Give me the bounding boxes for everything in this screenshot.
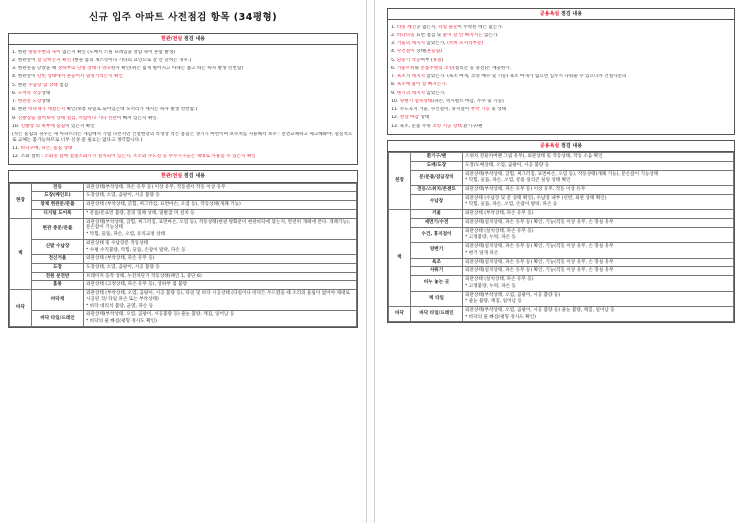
table-row <box>389 243 734 258</box>
item-highlight: 휴실 <box>432 57 442 63</box>
item-cell: 양변기 <box>411 243 463 258</box>
entrance-checklist <box>9 45 357 164</box>
item-text: 곳 없는지, <box>416 24 439 30</box>
item-text: 9. <box>391 90 397 96</box>
description-cell <box>84 218 357 239</box>
item-text: 이 있는지 확인 <box>65 123 95 129</box>
item-highlight: 바닥재가 깨졌는지 <box>28 107 66 113</box>
item-highlight: 신발장을 열어보아 상태 점검, 서랍이나 기타 선반 <box>17 115 117 121</box>
heading-area: 현관/전실 <box>161 173 183 180</box>
item-text: 8. <box>391 82 397 88</box>
item-text: 11. 수도꼭지 거울, 수건걸이, 휴지걸이 <box>391 107 471 113</box>
description-cell <box>463 227 734 242</box>
page-gap <box>366 0 375 523</box>
description-cell <box>463 194 734 209</box>
table-row <box>10 290 357 311</box>
item-text: 와 <box>414 65 421 71</box>
item-cell: 세면기/수전 <box>411 218 463 227</box>
item-cell: 샤워기 <box>411 267 463 276</box>
item-text: 1. 현관 <box>12 49 29 55</box>
description-note: * 탁힘, 들뜸, 파손, 오염, 손잡이 탈락, 파손 등 <box>465 202 558 208</box>
item-highlight: (특히 모서리부분) <box>447 41 484 47</box>
checklist-item <box>12 132 354 143</box>
item-text: (파손, 벽시멘트 마감, 누수 및 기능) <box>432 98 504 104</box>
item-cell: 문/문틀/잠금장치 <box>411 170 463 185</box>
description-cell <box>84 201 357 210</box>
item-highlight: 수납장 함 상태 <box>28 82 58 88</box>
item-cell: 전원 분전반 <box>32 272 84 281</box>
table-row <box>389 227 734 242</box>
item-highlight: 잘 닫히는지 확인 <box>37 57 72 63</box>
item-text: 6. <box>391 65 397 71</box>
category-cell: 천장 <box>389 153 411 210</box>
table-row <box>389 210 734 219</box>
item-highlight: 변기의 깨지지 <box>396 90 425 96</box>
checklist-item <box>12 107 354 113</box>
item-text: 가 <box>405 74 412 80</box>
checklist-item <box>12 116 354 122</box>
item-text: 13. 욕조, 문틀 주위 <box>391 123 433 129</box>
bathroom-table-heading <box>388 141 734 152</box>
description-note: * 변기 덮개 파손 <box>465 250 499 256</box>
description-text: 외관상태 (부착상태, 파손 유무 등) <box>465 211 534 217</box>
heading-suffix: 점검 내용 <box>183 35 205 42</box>
item-text: 않는가. <box>482 32 499 38</box>
item-text: 3. <box>391 41 397 47</box>
bathroom-checklist <box>388 20 734 134</box>
entrance-checklist-box <box>8 33 358 166</box>
checklist-item <box>12 50 354 56</box>
description-text: 외관상태(부착상태, 파손 유무 등) 이상 유무, 작동 이상 유무 <box>465 186 586 192</box>
table-row <box>10 192 357 201</box>
item-text: 4. <box>391 49 397 55</box>
checklist-item <box>391 49 731 55</box>
description-text: 외관상태 (설치상태, 파손 유무 등) <box>465 277 534 283</box>
table-row <box>389 161 734 170</box>
bathroom-inspection-table <box>388 152 734 322</box>
item-highlight: 수건걸이 <box>396 49 415 55</box>
description-text: 도장/도배상태, 오염, 곰팡이, 시공 불량 등 <box>465 162 550 168</box>
description-note: * 탁힘, 들뜸, 파손, 오염, 유리교정 상태 <box>86 232 166 238</box>
description-cell <box>84 311 357 326</box>
checklist-item <box>391 124 731 130</box>
item-highlight: 물이 잘 안 빠지지는 <box>442 32 483 38</box>
description-cell <box>84 272 357 281</box>
item-cell: 욕조 <box>411 258 463 267</box>
entrance-table-heading <box>9 171 357 182</box>
item-cell: 비누 놓는 곳 <box>411 276 463 291</box>
description-cell <box>463 276 734 291</box>
description-cell <box>84 281 357 290</box>
item-highlight: 소화전 함에 점멸소화기가 설치되어 있는지, 조소와 수도전 등 무수기구들은 제대로 사용할 수 있는지 확인 <box>44 154 256 160</box>
description-text: 외관상태 (부착상태, 파손 유무 등) <box>86 256 155 262</box>
item-cell: 전신거울 <box>32 255 84 264</box>
category-cell: 바닥 <box>389 307 411 322</box>
item-highlight: 현관문 도장 <box>17 99 42 105</box>
item-highlight: 천장 마감 <box>399 115 419 121</box>
item-highlight: 방풍주변의 녹이 <box>28 49 61 55</box>
item-highlight: 흔들림 <box>426 49 441 55</box>
table-row <box>10 239 357 254</box>
item-text: 6. <box>12 90 18 96</box>
item-text: 10. <box>12 123 21 129</box>
table-row <box>10 201 357 210</box>
description-text: 외관상태(설치상태, 파손 유무 등) 확인, 기능(작동 이상 유무, 손 망실 유무 <box>465 268 614 274</box>
checklist-item <box>391 74 731 80</box>
item-text: 상태 <box>419 115 430 121</box>
item-text: (현관 틀의 개스킷이나 기타의 요인으로 잘 안 닫히는 경우.) <box>71 57 192 63</box>
item-highlight: 도어록 작동 <box>17 90 42 96</box>
item-text: 여부 ( <box>420 57 433 63</box>
item-text: 상태 <box>41 90 51 96</box>
item-highlight: 환풍기 작동 <box>396 57 421 63</box>
item-cell: 도배/도장 <box>411 161 463 170</box>
description-note: * 바닥 대리석 불량, 균열, 파손 등 <box>86 303 154 309</box>
description-text: 외관상태 (부착상태, 오염, 곰팡이, 시공 불량 등), 타일 및 바닥 시공상태 (타일이나 바닥은 두드렸을 때 소리의 울림이 없어야 제대로 시공된 것/ 타일 파손 또는 부착상태) <box>86 291 350 302</box>
description-cell <box>84 183 357 192</box>
table-row <box>10 183 357 192</box>
item-text: 이 빠져 있는지 확인. <box>116 115 159 121</box>
description-cell <box>84 255 357 264</box>
checklist-item <box>391 107 731 113</box>
table-row <box>389 194 734 209</box>
item-cell: 바닥 타일/드레인 <box>32 311 84 326</box>
item-text: 한지 확인(위는 넓게 벌어지고 아래는 좁고 하는 하자 발생 빈번함) <box>110 66 244 72</box>
description-cell <box>463 210 734 219</box>
item-cell: 바닥재 <box>32 290 84 311</box>
table-row <box>10 255 357 264</box>
checklist-item <box>12 74 354 80</box>
item-highlight: 상하부의 단열 상태가 양호 <box>57 66 111 72</box>
description-cell <box>84 264 357 273</box>
item-cell: 전등 <box>32 183 84 192</box>
description-note: * 고정불량, 누락, 파손 등 <box>465 283 516 289</box>
item-text: 3. 현관문을 닫았을 때 <box>12 66 58 72</box>
category-cell: 바닥 <box>10 290 32 327</box>
item-text: 12. 소화 설비 : <box>12 154 45 160</box>
item-cell: 전등/스위치/콘센트 <box>411 185 463 194</box>
description-text: 외관상태(설치상태, 파손 유무 등) 확인, 기능(작동 이상 유무, 손 망실 유무 <box>465 219 614 225</box>
checklist-item <box>391 99 731 105</box>
category-cell: 벽 <box>389 210 411 307</box>
item-text: 4. 현관문이 <box>12 74 38 80</box>
description-text: 외관상태 (설치상태, 파손 유무 등) <box>465 228 534 234</box>
description-cell <box>463 218 734 227</box>
bathroom-checklist-heading <box>388 9 734 20</box>
item-text: 않았는가. (욕조 마개, 코킹 배수 및 기능) 욕조 마개가 없으면 입주시 나눠줄 수 있으니까 건설사문의 <box>424 74 627 80</box>
table-row <box>389 291 734 306</box>
table-row <box>389 258 734 267</box>
table-row <box>10 218 357 239</box>
item-highlight: 문틀주변의 코킹 <box>420 65 454 71</box>
category-cell: 현장 <box>10 183 32 218</box>
item-cell: 도장(페인트) <box>32 192 84 201</box>
description-text: 외관상태(부착상태, 긁힘, 찌그러짐, 표면마손, 오염 등), 작동상태(개폐 기능), 문손잡이 기능상태 <box>465 171 659 177</box>
item-cell: 벽 타일 <box>411 291 463 306</box>
description-text: 도장상태, 오염, 곰팡이, 시공 불량 등 <box>86 193 160 199</box>
checklist-item <box>391 66 731 72</box>
description-cell <box>463 170 734 185</box>
checklist-item <box>391 33 731 39</box>
item-cell: 바닥 타일/드레인 <box>411 307 463 322</box>
table-row <box>389 153 734 162</box>
item-text: 및 상태 <box>489 107 507 113</box>
checklist-item <box>12 91 354 97</box>
description-text: 외관상태(부착상태, 오염, 곰팡이, 시공불량 등) 줄눈 불량, 깨짐, 일어남 등 <box>86 312 235 318</box>
checklist-item <box>391 82 731 88</box>
item-cell: 현관 중문/문틀 <box>32 218 84 239</box>
item-text: 표면 점검 및 <box>414 32 443 38</box>
description-text: 외관상태 (고정상태, 파손 유무 등), 상하부 접 불량 <box>86 282 188 288</box>
item-text: 2. <box>391 32 397 38</box>
description-cell <box>463 243 734 258</box>
table-row <box>389 218 734 227</box>
item-text: 7. <box>391 74 397 80</box>
item-text: 않았는가. <box>424 90 446 96</box>
description-cell <box>463 153 734 162</box>
description-cell <box>84 290 357 311</box>
bathroom-checklist-box <box>387 8 735 135</box>
description-cell <box>463 185 734 194</box>
checklist-item <box>12 83 354 89</box>
item-text: 1. <box>391 24 397 30</box>
item-text: 상태 <box>41 99 51 105</box>
table-row <box>389 307 734 322</box>
item-cell: 신발 수납장 <box>32 239 84 254</box>
checklist-item <box>12 99 354 105</box>
table-row <box>10 209 357 218</box>
heading-area: 공용욕실 <box>539 11 560 17</box>
item-text: 않았는가, <box>424 41 448 47</box>
checklist-item <box>391 58 731 64</box>
heading-area: 공용욕실 <box>539 142 560 149</box>
table-row <box>10 311 357 326</box>
checklist-item <box>12 66 354 72</box>
description-text: 브레이커 동작 상태, 누전차단기 작동상태(패인 1, 중단 6) <box>86 273 202 279</box>
item-highlight: 바닥타일 <box>396 32 415 38</box>
item-cell: 수건, 휴지걸이 <box>411 227 463 242</box>
description-cell <box>84 239 357 254</box>
description-text: 외관상태(설치상태, 파손 유무 등) 확인, 기능(작동 이상 유무, 손 망실 유무 <box>465 244 614 250</box>
checklist-item <box>391 41 731 47</box>
entrance-checklist-heading <box>9 34 357 45</box>
description-cell <box>84 192 357 201</box>
table-row <box>10 264 357 273</box>
table-row <box>389 170 734 185</box>
description-cell <box>84 209 357 218</box>
description-text: 외관상태(부착상태, 파손 유무 등) 이상 유무, 작동센서 작동 이상 유무 <box>86 184 226 190</box>
item-text: 10. <box>391 98 400 104</box>
item-text: ) <box>441 57 444 63</box>
item-highlight: 타일 줄눈 <box>438 24 458 30</box>
heading-suffix: 점검 내용 <box>183 173 205 180</box>
description-cell <box>463 161 734 170</box>
item-text: 8. 현관 <box>12 107 29 113</box>
checklist-item <box>12 154 354 160</box>
item-text: 없는지 확인 (도배시 스틸 프레임을 결함 녹이 흔함 발생) <box>60 49 176 55</box>
right-page <box>375 0 743 523</box>
description-text: 외관상태 및 수납장문 작동상태 <box>86 240 149 246</box>
description-text: 외관상태 (부착상태, 긁힘, 찌그러짐, 표면마손, 오염 등), 작동상태(개폐 기능) <box>86 202 241 208</box>
item-highlight: 바닥구배, 파손, 흠집 상태 <box>20 145 73 151</box>
category-cell: 벽 <box>10 218 32 290</box>
description-text: 외관상태(부착상태, 긁힘, 찌그러짐, 표면마손, 오염 등), 작동상태(현관 방화문이 현관바닥에 닿는지, 완전히 개폐에 본다. 개폐기능), 문손잡이 기능상태 <box>86 219 351 231</box>
description-text: * 문틀/문표면 불량, 문의 밀폐 상태, 말발굽 미 설치 등 <box>86 210 195 216</box>
document-title: 신규 입주 아파트 사전점검 항목 (34평형) <box>88 12 278 23</box>
description-text: 외관상태(부착상태, 오염, 곰팡이, 시공 불량 등) 줄눈 불량, 깨짐, 일어남 등 <box>465 308 615 313</box>
item-text: 12. <box>391 115 400 121</box>
table-row <box>10 272 357 281</box>
checklist-item <box>12 146 354 152</box>
checklist-item <box>391 91 731 97</box>
left-page <box>0 0 366 523</box>
item-text: 이 누락된 데는 없는가. <box>457 24 504 30</box>
item-text: 9. <box>12 115 18 121</box>
item-highlight: 거울의 깨지지 <box>396 41 425 47</box>
item-text: 5. <box>391 57 397 63</box>
description-note: * 수평 수직불량, 탁힘, 들뜸, 손잡이 탈락, 파손 등 <box>86 247 186 253</box>
item-text: ) <box>440 49 442 55</box>
checklist-item <box>391 115 731 121</box>
description-note: * 바닥의 물 빠짐(평형 경사도 확인) <box>86 319 157 325</box>
checklist-item <box>12 58 354 64</box>
checklist-item <box>12 124 354 130</box>
item-text: 점검 <box>57 82 69 88</box>
description-note: * 고정불량, 누락, 파손 등 <box>465 235 516 241</box>
item-highlight: 양변기 설치상태 <box>399 98 433 104</box>
item-cell: 도장 <box>32 264 84 273</box>
item-highlight: 거울주위 <box>396 65 415 71</box>
item-text: 11. <box>12 145 21 151</box>
item-text: 환기구/팬 <box>461 123 483 129</box>
heading-suffix: 점검 내용 <box>561 142 583 149</box>
description-note: * 줄눈 불량, 깨짐, 일어남 등 <box>465 299 522 305</box>
description-note: * 탁힘, 들뜸, 파손, 오염, 문틀 실리콘 실링 상태 확인 <box>465 178 571 184</box>
item-highlight: 신발장 의 하부에 흠집 <box>20 123 66 129</box>
description-text: 외관상태 (수납장 및 문 상태 확인), 수납장 내부 (선반, 외관 상태 확인) <box>465 195 607 201</box>
item-text: 5. 현관 <box>12 82 29 88</box>
item-highlight: 깨지지 <box>411 74 425 80</box>
table-row <box>389 185 734 194</box>
description-text: 외관상태(설치상태, 파손 유무 등) 확인, 기능(작동 이상 유무, 손 망실 유무 <box>465 259 614 265</box>
description-text: 도장상태, 오염, 곰팡이, 시공 불량 등 <box>86 265 160 270</box>
item-text: 7. <box>12 99 18 105</box>
item-cell: 거울 <box>411 210 463 219</box>
description-cell <box>463 267 734 276</box>
item-cell: 환기구/팬 <box>411 153 463 162</box>
description-cell <box>463 291 734 306</box>
item-highlight: 욕조 <box>396 74 406 80</box>
item-highlight: 타일 깨진 <box>396 24 417 30</box>
description-text: 스위치 전용커버팬 그림 유무), 외관상태 및 작동상태, 작동 소음 확인 <box>465 154 603 160</box>
entrance-inspection-table <box>9 183 357 327</box>
item-highlight: 욕조에 물이 잘 빠지는가 <box>396 82 446 88</box>
item-highlight: 단힌 상태에서 흔들어서 덜컹거리는지 확인 <box>37 74 123 80</box>
item-cell: 홈통 <box>32 281 84 290</box>
table-row <box>389 276 734 291</box>
description-cell <box>463 258 734 267</box>
heading-area: 현관/전실 <box>161 35 183 42</box>
item-text: 확인(보통 타일로 되어있는데 모서리가 깨지는 하자 발생 빈번함.) <box>65 107 198 113</box>
item-text: (실리콘 등 충전)은 깨끗한가. <box>453 65 512 71</box>
item-highlight: 코킹 시공 상태 <box>432 123 462 129</box>
item-cell: 창체 현관문/문틀 <box>32 201 84 210</box>
table-row <box>10 281 357 290</box>
item-text: 상태( <box>414 49 427 55</box>
bathroom-table-box <box>387 140 735 324</box>
table-row <box>389 267 734 276</box>
item-text: . <box>445 82 448 88</box>
item-cell: 수납장 <box>411 194 463 209</box>
description-text: 외관상태(부착상태, 오염, 곰팡이, 시공 불량 등) <box>465 292 561 298</box>
description-cell <box>463 307 734 322</box>
description-note: * 바닥의 물 빠짐(평형 경사도 확인) <box>465 314 536 320</box>
item-highlight: 부착 기능 <box>470 107 490 113</box>
checklist-item <box>391 25 731 31</box>
heading-suffix: 점검 내용 <box>561 11 583 17</box>
item-cell: 디지털 도어록 <box>32 209 84 218</box>
entrance-table-box <box>8 170 358 327</box>
item-text: 2. 현관문이 <box>12 57 38 63</box>
item-text: (작은 흠집의 경우는 새 아파트라는 개념에서 가볍 나본지만 건설현장의 특성상 작은 흠집은 생기기 마련이며 보수처를 사용해서 보수 : 전면교체하고 체크해봐야, 실질적으로 교체는 불가능하므로 너무 신경 쓸 필요는 없다고 생각합니다.) <box>12 131 353 143</box>
